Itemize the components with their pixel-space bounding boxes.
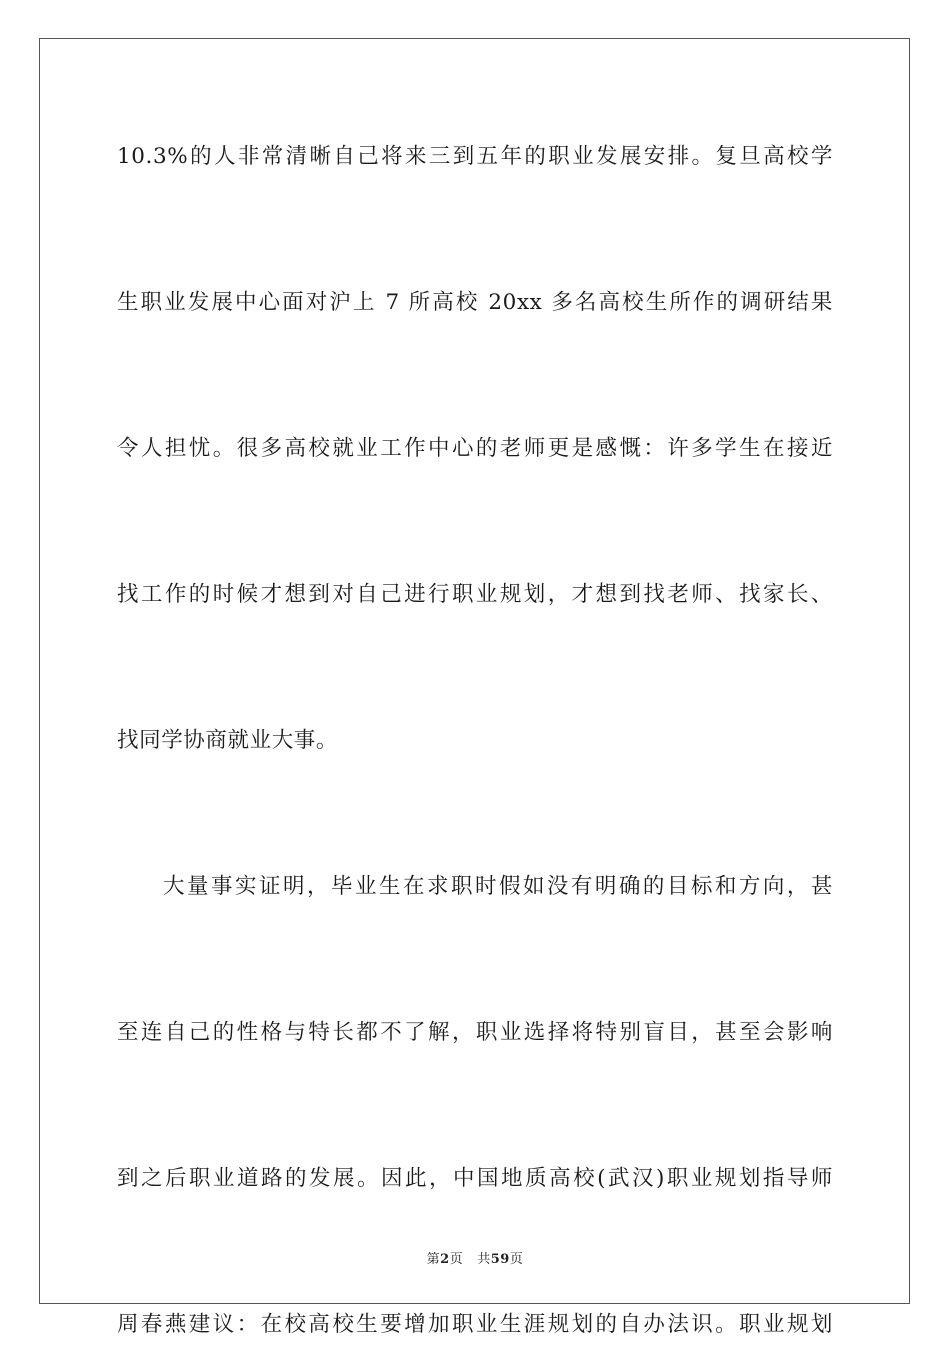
text-line: 找工作的时候才想到对自己进行职业规划，才想到找老师、找家长、 xyxy=(117,582,833,607)
text-line: 至连自己的性格与特长都不了解，职业选择将特别盲目，甚至会影响 xyxy=(117,1020,833,1045)
total-pages: 59 xyxy=(490,1252,510,1267)
page-suffix: 页 xyxy=(449,1252,464,1267)
document-body xyxy=(117,120,833,1361)
text-line: 大量事实证明，毕业生在求职时假如没有明确的目标和方向，甚 xyxy=(163,874,833,899)
total-prefix: 共 xyxy=(477,1252,491,1267)
text-line: 令人担忧。很多高校就业工作中心的老师更是感慨：许多学生在接近 xyxy=(117,436,833,461)
page-prefix: 第 xyxy=(426,1252,441,1267)
paragraph-2 xyxy=(117,850,833,1361)
text-line: 10.3%的人非常清晰自己将来三到五年的职业发展安排。复旦高校学 xyxy=(117,144,833,169)
page-number: 2 xyxy=(440,1252,450,1267)
text-line: 找同学协商就业大事。 xyxy=(117,728,339,753)
text-line: 周春燕建议：在校高校生要增加职业生涯规划的自办法识。职业规划 xyxy=(117,1312,833,1337)
text-line: 生职业发展中心面对沪上 7 所高校 20xx 多名高校生所作的调研结果 xyxy=(117,290,833,315)
page-footer xyxy=(0,1248,950,1267)
text-line: 到之后职业道路的发展。因此，中国地质高校(武汉)职业规划指导师 xyxy=(117,1166,833,1191)
total-suffix: 页 xyxy=(509,1252,524,1267)
paragraph-1 xyxy=(117,120,833,850)
